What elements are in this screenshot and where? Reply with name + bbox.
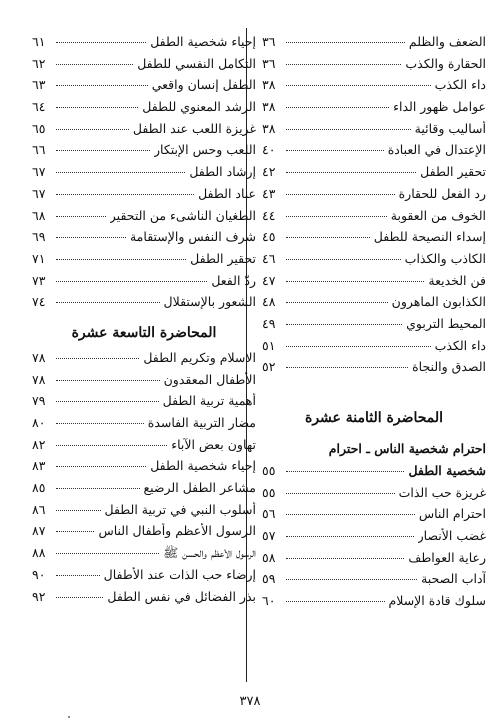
right-entries-group-2 bbox=[262, 485, 486, 615]
toc-entry-title: أساليب وقائية bbox=[414, 120, 486, 136]
toc-entry-page: ٨٧ bbox=[32, 523, 46, 539]
toc-entry[interactable] bbox=[32, 164, 256, 186]
toc-entry-page: ٧٩ bbox=[32, 393, 46, 409]
toc-entry-title: غريزة اللعب عند الطفل bbox=[132, 120, 256, 136]
toc-entry[interactable] bbox=[32, 415, 256, 437]
toc-entry[interactable] bbox=[262, 550, 486, 572]
toc-entry-page: ٨٥ bbox=[32, 480, 46, 496]
toc-entry[interactable] bbox=[262, 571, 486, 593]
toc-entry-page: ٦٨ bbox=[32, 207, 46, 223]
toc-entry-title: الطغيان الناشىء من التحقير bbox=[109, 207, 256, 223]
leader-dots bbox=[286, 367, 408, 368]
toc-entry-page: ٧٨ bbox=[32, 371, 46, 387]
leader-dots bbox=[286, 64, 401, 65]
toc-entry[interactable] bbox=[32, 56, 256, 78]
toc-entry-title: مشاعر الطفل الرضيع bbox=[143, 480, 256, 496]
right-entries-group-1 bbox=[262, 34, 486, 381]
leader-dots bbox=[286, 558, 404, 559]
leader-dots bbox=[56, 380, 160, 381]
leader-dots bbox=[286, 346, 431, 347]
toc-entry-title: المحيط التربوي bbox=[406, 315, 486, 331]
leader-dots bbox=[56, 575, 100, 576]
toc-entry[interactable] bbox=[32, 502, 256, 524]
toc-entry[interactable] bbox=[32, 545, 256, 567]
toc-entry[interactable] bbox=[32, 458, 256, 480]
left-entries-group-1 bbox=[32, 34, 256, 316]
leader-dots bbox=[56, 129, 129, 130]
toc-entry-title: الخوف من العقوبة bbox=[390, 207, 486, 223]
toc-entry-page: ٦٣ bbox=[32, 77, 46, 93]
toc-entry-page: ٥٧ bbox=[262, 528, 276, 544]
leader-dots bbox=[56, 531, 94, 532]
toc-entry-title: مضار التربية الفاسدة bbox=[147, 415, 256, 430]
toc-entry[interactable] bbox=[262, 593, 486, 615]
toc-entry-page: ٤٩ bbox=[262, 315, 276, 331]
toc-entry-title: احترام الناس bbox=[418, 506, 486, 522]
leader-dots bbox=[56, 194, 194, 195]
toc-entry-page: ٥٩ bbox=[262, 571, 276, 587]
toc-entry[interactable] bbox=[32, 350, 256, 372]
toc-entry-page: ٥٦ bbox=[262, 506, 276, 522]
toc-entry[interactable] bbox=[32, 567, 256, 589]
toc-entry[interactable] bbox=[32, 523, 256, 545]
toc-entry[interactable] bbox=[262, 294, 486, 316]
toc-entry[interactable] bbox=[32, 121, 256, 143]
toc-entry-page: ٤٦ bbox=[262, 250, 276, 266]
toc-entry-page: ٤٤ bbox=[262, 207, 276, 223]
toc-entry-title: الكذابون الماهرون bbox=[391, 294, 486, 310]
leader-dots bbox=[286, 150, 384, 151]
page-number: ٣٧٨ bbox=[239, 694, 261, 709]
toc-entry-title: إرضاء حب الذات عند الأطفال bbox=[103, 566, 256, 582]
leader-dots bbox=[56, 216, 106, 217]
toc-entry[interactable] bbox=[32, 372, 256, 394]
toc-entry[interactable] bbox=[262, 208, 486, 230]
toc-entry[interactable] bbox=[32, 186, 256, 208]
toc-entry-title: شخصية الطفل bbox=[408, 463, 486, 478]
leader-dots bbox=[56, 42, 146, 43]
toc-entry-title: إحياء شخصية الطفل bbox=[150, 34, 256, 49]
leader-dots bbox=[286, 514, 415, 515]
toc-entry-title: عوامل ظهور الداء bbox=[393, 99, 486, 115]
toc-entry-page: ٤٢ bbox=[262, 164, 276, 180]
leader-dots bbox=[56, 553, 159, 554]
toc-entry[interactable] bbox=[32, 229, 256, 251]
leader-dots bbox=[56, 150, 150, 151]
leader-dots bbox=[56, 423, 144, 424]
leader-dots bbox=[56, 107, 138, 108]
toc-entry-page: ٧٤ bbox=[32, 294, 46, 310]
toc-entry-title: ردّ الفعل bbox=[211, 272, 256, 288]
leader-dots bbox=[56, 358, 139, 359]
toc-entry-page: ٦٩ bbox=[32, 229, 46, 245]
leader-dots bbox=[56, 64, 133, 65]
leader-dots bbox=[56, 85, 148, 86]
toc-entry-page: ٣٨ bbox=[262, 120, 276, 136]
toc-entry-page: ٥٥ bbox=[262, 484, 276, 500]
toc-entry-page: ٧١ bbox=[32, 250, 46, 266]
scan-speck bbox=[68, 716, 70, 718]
leader-dots bbox=[286, 172, 416, 173]
toc-entry-page: ٨٨ bbox=[32, 545, 46, 561]
leader-dots bbox=[56, 488, 140, 489]
toc-entry-page: ٥٨ bbox=[262, 549, 276, 565]
leader-dots bbox=[56, 237, 126, 238]
toc-entry[interactable] bbox=[32, 77, 256, 99]
leader-dots bbox=[56, 445, 167, 446]
toc-entry-title: التكامل النفسي للطفل bbox=[137, 55, 256, 71]
leader-dots bbox=[56, 510, 101, 511]
leader-dots bbox=[286, 324, 402, 325]
toc-entry-title: تحقير الطفل bbox=[420, 164, 486, 180]
leader-dots bbox=[286, 281, 424, 282]
toc-entry-page: ٦٧ bbox=[32, 164, 46, 180]
leader-dots bbox=[286, 194, 395, 195]
toc-entry-title: أسلوب النبي في تربية الطفل bbox=[104, 501, 256, 517]
toc-entry-page: ٤٨ bbox=[262, 294, 276, 310]
toc-entry-title: غضب الأنصار bbox=[417, 528, 486, 544]
toc-entry[interactable] bbox=[32, 480, 256, 502]
toc-entry-title: الصدق والنجاة bbox=[412, 359, 486, 375]
leader-dots bbox=[56, 259, 186, 260]
toc-entry-title: تهاون بعض الآباء bbox=[171, 436, 256, 452]
toc-entry-title: الرسول الأعظم وأطفال الناس bbox=[98, 523, 256, 539]
right-column bbox=[262, 34, 486, 615]
toc-entry[interactable] bbox=[262, 121, 486, 143]
spacer bbox=[262, 381, 486, 401]
toc-entry-title: الضعف والظلم bbox=[408, 34, 486, 49]
toc-entry-title: داء الكذب bbox=[434, 77, 486, 93]
left-column bbox=[32, 34, 256, 610]
toc-entry-title: إسداء النصيحة للطفل bbox=[373, 229, 486, 245]
toc-entry[interactable] bbox=[262, 186, 486, 208]
toc-entry[interactable] bbox=[32, 589, 256, 611]
toc-entry[interactable] bbox=[32, 437, 256, 459]
toc-entry[interactable] bbox=[32, 34, 256, 56]
toc-entry[interactable] bbox=[262, 142, 486, 164]
toc-entry-title: اللعب وحس الإبتكار bbox=[154, 142, 256, 158]
leader-dots bbox=[286, 259, 401, 260]
toc-entry-page: ٣٨ bbox=[262, 99, 276, 115]
toc-entry[interactable] bbox=[262, 485, 486, 507]
toc-entry-title: فن الخديعة bbox=[428, 272, 486, 288]
toc-entry-title: تحقير الطفل bbox=[190, 250, 256, 266]
toc-entry[interactable] bbox=[262, 34, 486, 56]
toc-entry-page: ٦٧ bbox=[32, 185, 46, 201]
toc-entry-title: رعاية العواطف bbox=[408, 549, 486, 565]
toc-entry-title: آداب الصحبة bbox=[421, 571, 486, 587]
leader-dots bbox=[56, 281, 207, 282]
toc-entry[interactable] bbox=[262, 229, 486, 251]
toc-entry[interactable] bbox=[262, 56, 486, 78]
toc-entry[interactable] bbox=[262, 99, 486, 121]
toc-entry[interactable] bbox=[262, 273, 486, 295]
toc-entry-page: ٧٣ bbox=[32, 272, 46, 288]
toc-entry-title: إرشاد الطفل bbox=[189, 164, 256, 180]
toc-entry[interactable] bbox=[32, 273, 256, 295]
toc-entry-page: ٣٦ bbox=[262, 55, 276, 71]
toc-entry-page: ٤٥ bbox=[262, 229, 276, 245]
toc-entry[interactable] bbox=[32, 393, 256, 415]
toc-entry-title: الرشد المعنوي للطفل bbox=[142, 99, 256, 115]
toc-entry-page: ٦٠ bbox=[262, 593, 276, 609]
leader-dots bbox=[56, 302, 160, 303]
left-entries-group-2 bbox=[32, 350, 256, 610]
toc-entry-page: ٦٤ bbox=[32, 99, 46, 115]
toc-entry[interactable] bbox=[32, 99, 256, 121]
toc-entry-title: داء الكذب bbox=[434, 337, 486, 353]
toc-entry[interactable] bbox=[262, 338, 486, 360]
leader-dots bbox=[286, 302, 388, 303]
leader-dots bbox=[286, 471, 404, 472]
toc-entry[interactable] bbox=[262, 463, 486, 485]
toc-entry-page: ٥١ bbox=[262, 337, 276, 353]
toc-entry-page: ٦١ bbox=[32, 34, 46, 49]
leader-dots bbox=[286, 85, 431, 86]
toc-entry-title: الأطفال المعقدون bbox=[163, 371, 256, 387]
toc-entry-page: ٣٨ bbox=[262, 77, 276, 93]
toc-entry[interactable] bbox=[32, 251, 256, 273]
leader-dots bbox=[286, 579, 417, 580]
toc-entry[interactable] bbox=[262, 164, 486, 186]
toc-entry-page: ٨٢ bbox=[32, 436, 46, 452]
toc-entry-page: ٥٥ bbox=[262, 463, 276, 478]
toc-entry[interactable] bbox=[262, 316, 486, 338]
toc-entry-title: الشعور بالإستقلال bbox=[163, 294, 256, 310]
toc-entry[interactable] bbox=[262, 506, 486, 528]
toc-entry[interactable] bbox=[262, 251, 486, 273]
toc-entry-page: ٨٠ bbox=[32, 415, 46, 430]
toc-entry-page: ٦٥ bbox=[32, 120, 46, 136]
toc-entry[interactable] bbox=[262, 359, 486, 381]
leader-dots bbox=[56, 597, 103, 598]
toc-entry-page: ٨٦ bbox=[32, 501, 46, 517]
toc-entry-title: الإعتدال في العبادة bbox=[387, 142, 486, 158]
toc-entry-page: ٩٠ bbox=[32, 566, 46, 582]
toc-entry-title: سلوك قادة الإسلام bbox=[388, 593, 486, 609]
toc-entry[interactable] bbox=[32, 142, 256, 164]
toc-entry-page: ٤٣ bbox=[262, 185, 276, 201]
leader-dots bbox=[286, 536, 414, 537]
toc-entry[interactable] bbox=[32, 208, 256, 230]
toc-entry[interactable] bbox=[262, 77, 486, 99]
leader-dots bbox=[56, 172, 185, 173]
toc-entry-title: الرسول الأعظم والحسن ﷺ bbox=[163, 545, 256, 561]
toc-entry-title: الحقارة والكذب bbox=[405, 55, 486, 71]
leader-dots bbox=[56, 466, 146, 467]
leader-dots bbox=[286, 601, 385, 602]
toc-entry-title: الاسلام وتكريم الطفل bbox=[143, 349, 256, 365]
leader-dots bbox=[286, 237, 370, 238]
toc-entry-title: أهمية تربية الطفل bbox=[162, 393, 256, 409]
leader-dots bbox=[286, 493, 395, 494]
leader-dots bbox=[286, 107, 389, 108]
toc-entry-page: ٤٧ bbox=[262, 272, 276, 288]
toc-entry-page: ٣٦ bbox=[262, 34, 276, 49]
toc-entry-title: الكاذب والكذاب bbox=[404, 250, 486, 266]
toc-entry-page: ٦٦ bbox=[32, 142, 46, 158]
leader-dots bbox=[286, 42, 405, 43]
leader-dots bbox=[286, 216, 387, 217]
toc-entry-title: إحياء شخصية الطفل bbox=[150, 458, 256, 474]
lecture-18-heading: المحاضرة الثامنة عشرة bbox=[304, 410, 444, 426]
leader-dots bbox=[286, 129, 411, 130]
toc-entry-page: ٧٨ bbox=[32, 349, 46, 365]
toc-entry-page: ٦٢ bbox=[32, 55, 46, 71]
toc-entry-page: ٨٣ bbox=[32, 458, 46, 474]
toc-entry-title: شرف النفس والإستقامة bbox=[129, 229, 256, 245]
toc-entry-title: بذر الفضائل في نفس الطفل bbox=[107, 588, 256, 604]
toc-entry-page: ٥٢ bbox=[262, 359, 276, 375]
lecture-19-heading: المحاضرة التاسعة عشرة bbox=[71, 324, 217, 341]
toc-entry-title: رد الفعل للحقارة bbox=[398, 185, 486, 201]
lecture-18-subheading: احترام شخصية الناس ـ احترام bbox=[328, 441, 486, 456]
toc-entry[interactable] bbox=[262, 528, 486, 550]
toc-entry-title: غريزة حب الذات bbox=[398, 484, 486, 500]
toc-entry-title: عناد الطفل bbox=[198, 185, 256, 201]
toc-entry-title: الطفل إنسان واقعي bbox=[151, 77, 256, 93]
toc-entry-page: ٤٠ bbox=[262, 142, 276, 158]
toc-entry-page: ٩٢ bbox=[32, 588, 46, 604]
toc-entry[interactable] bbox=[32, 294, 256, 316]
leader-dots bbox=[56, 401, 159, 402]
